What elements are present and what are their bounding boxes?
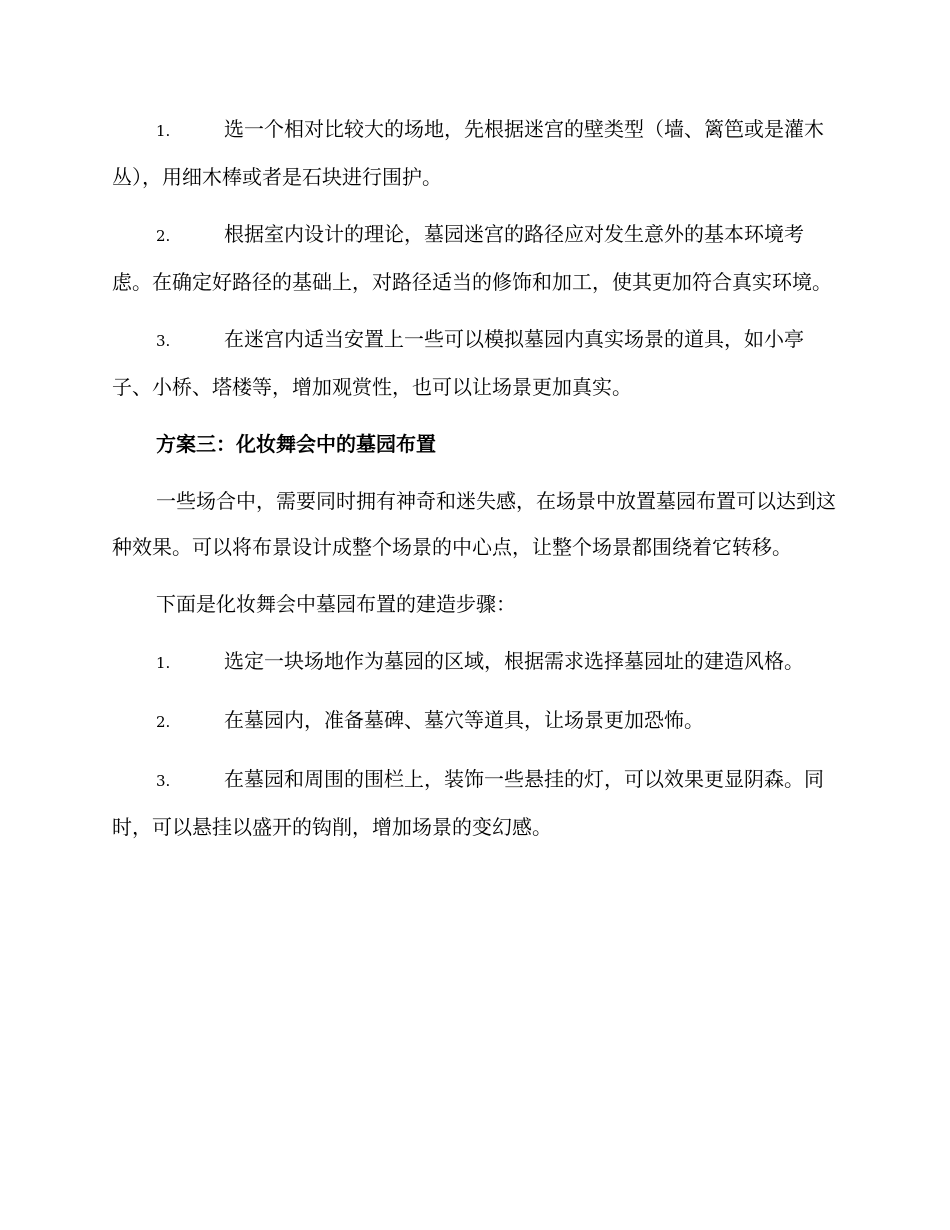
list-item [112, 756, 836, 850]
steps-lead-paragraph: 下面是化妆舞会中墓园布置的建造步骤： [156, 592, 516, 616]
list-number: 1. [156, 122, 171, 140]
list-number: 2. [156, 713, 171, 731]
list-item-text: 在迷宫内适当安置上一些可以模拟墓园内真实场景的道具，如小亭子、小桥、塔楼等，增加观赏性，也可以让场景更加真实。 [112, 327, 804, 399]
list-item-text: 选定一块场地作为墓园的区域，根据需求选择墓园址的建造风格。 [224, 649, 804, 673]
list-number: 1. [156, 654, 171, 672]
list-number: 3. [156, 332, 171, 350]
list-item [112, 638, 836, 686]
list-number: 3. [156, 772, 171, 790]
list-item [112, 316, 836, 410]
list-item [112, 697, 836, 745]
list-item-text: 在墓园内，准备墓碑、墓穴等道具，让场景更加恐怖。 [224, 708, 704, 732]
document-page [112, 106, 836, 861]
list-item-text: 在墓园和周围的围栏上，装饰一些悬挂的灯，可以效果更显阴森。同时，可以悬挂以盛开的钩削，增加场景的变幻感。 [112, 767, 824, 839]
section-intro-paragraph: 一些场合中，需要同时拥有神奇和迷失感，在场景中放置墓园布置可以达到这种效果。可以将布景设计成整个场景的中心点，让整个场景都围绕着它转移。 [112, 489, 836, 559]
list-item [112, 211, 836, 305]
list-item-text: 选一个相对比较大的场地，先根据迷宫的壁类型（墙、篱笆或是灌木丛），用细木棒或者是石块进行围护。 [112, 117, 824, 189]
section-heading: 方案三：化妆舞会中的墓园布置 [156, 432, 436, 456]
list-number: 2. [156, 227, 171, 245]
list-item [112, 106, 836, 200]
list-item-text: 根据室内设计的理论，墓园迷宫的路径应对发生意外的基本环境考虑。在确定好路径的基础上，对路径适当的修饰和加工，使其更加符合真实环境。 [112, 222, 832, 294]
